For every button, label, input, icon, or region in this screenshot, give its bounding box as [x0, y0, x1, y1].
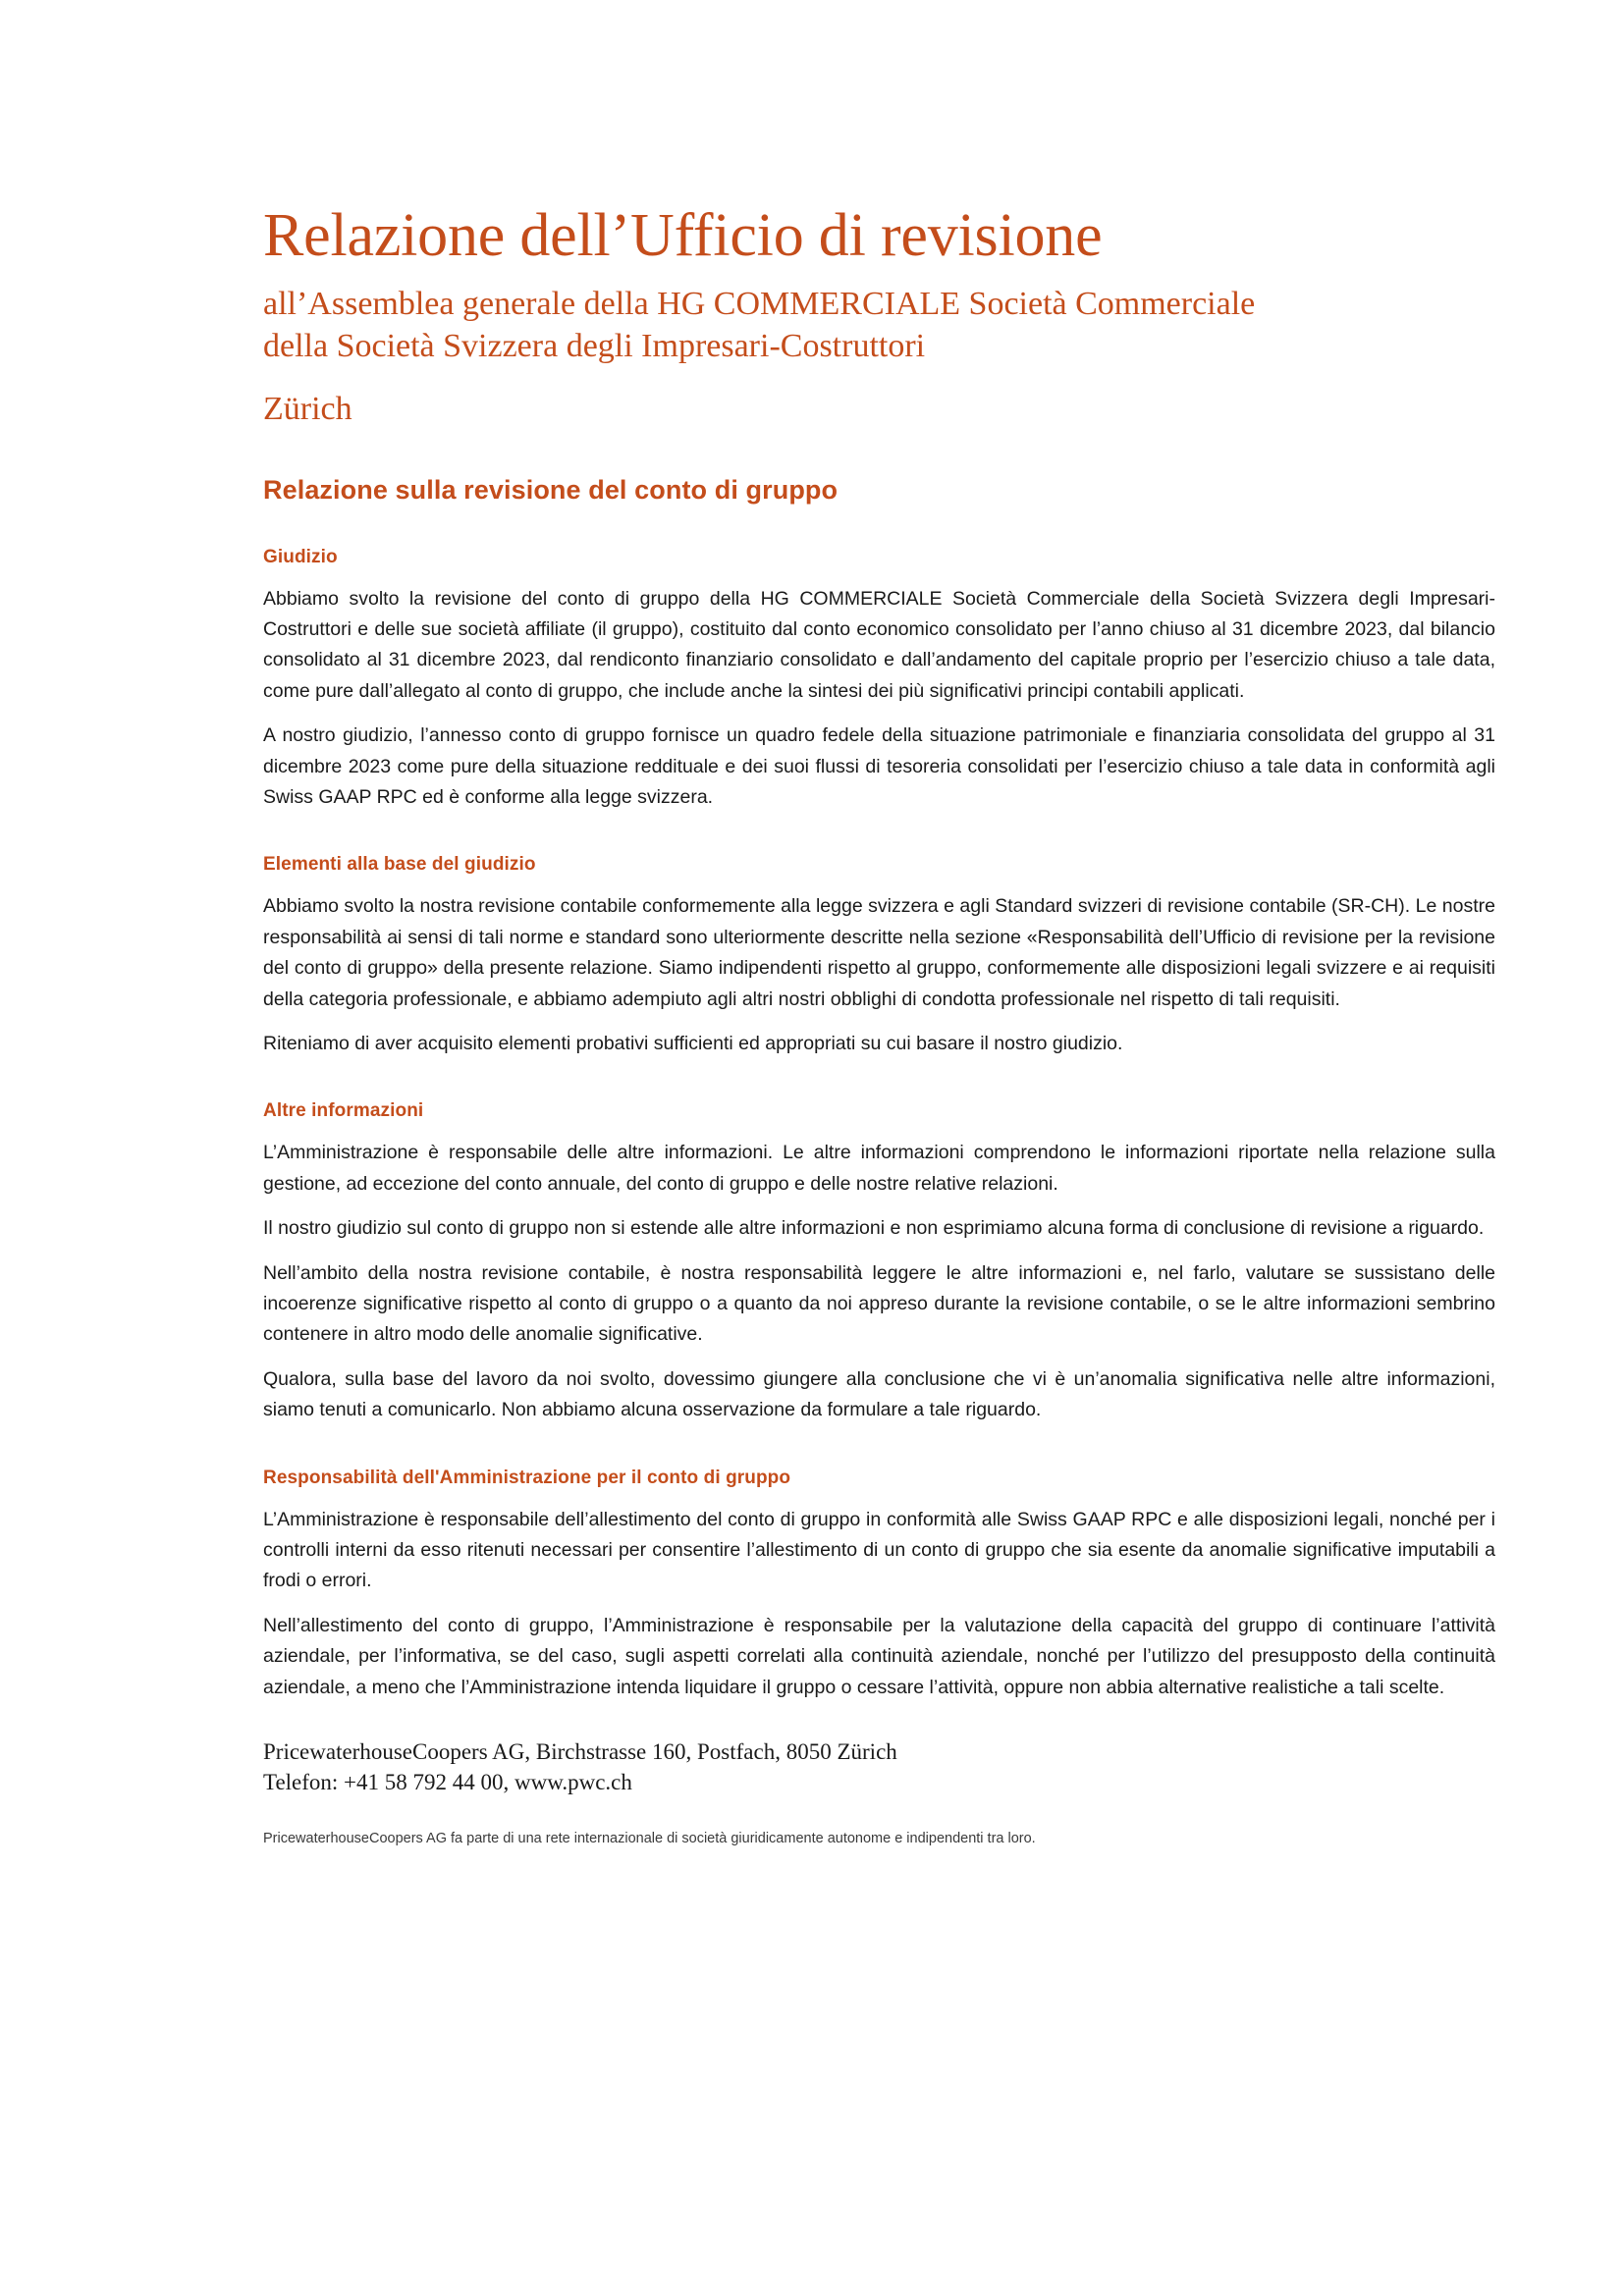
- document-city: Zürich: [263, 390, 352, 427]
- report-heading: Relazione sulla revisione del conto di gruppo: [263, 474, 839, 505]
- paragraph: Nell’allestimento del conto di gruppo, l’Amministrazione è responsabile per la valutazione della capacità del gruppo di continuare l’attività aziendale, per l’informativa, se del caso, sugli aspetti correlati alla continuità aziendale, nonché per l’utilizzo del presupposto della continuità aziendale, a meno che l’Amministrazione intenda liquidare il gruppo o cessare l’attività, oppure non abbia alternative realistiche a tali scelte.: [263, 1614, 1495, 1698]
- paragraph: A nostro giudizio, l’annesso conto di gruppo fornisce un quadro fedele della situazione patrimoniale e finanziaria consolidata del gruppo al 31 dicembre 2023 come pure della situazione reddituale e dei suoi flussi di tesoreria consolidati per l’esercizio chiuso a tale data in conformità agli Swiss GAAP RPC ed è conforme alla legge svizzera.: [263, 724, 1495, 808]
- section-heading-giudizio: Giudizio: [263, 546, 338, 567]
- paragraph: Qualora, sulla base del lavoro da noi svolto, dovessimo giungere alla conclusione che vi è un’anomalia significativa nelle altre informazioni, siamo tenuti a comunicarlo. Non abbiamo alcuna osservazione da formulare a tale riguardo.: [263, 1367, 1495, 1421]
- footer-address: [263, 1703, 1495, 1797]
- document-subtitle-line-1: all’Assemblea generale della HG COMMERCIALE Società Commerciale: [263, 285, 1256, 322]
- footer-network-note: PricewaterhouseCoopers AG fa parte di una rete internazionale di società giuridicamente autonome e indipendenti tra loro.: [263, 1831, 1036, 1847]
- document-subtitle-line-2: della Società Svizzera degli Impresari-Costruttori: [263, 328, 926, 365]
- paragraph: Nell’ambito della nostra revisione contabile, è nostra responsabilità leggere le altre informazioni e, nel farlo, valutare se sussistano delle incoerenze significative rispetto al conto di gruppo o a quanto da noi appreso durante la revisione contabile, o se le altre informazioni sembrino contenere in altro modo delle anomalie significative.: [263, 1261, 1495, 1346]
- footer-address-line-1: PricewaterhouseCoopers AG, Birchstrasse 160, Postfach, 8050 Zürich: [263, 1739, 897, 1765]
- paragraph: L’Amministrazione è responsabile dell’allestimento del conto di gruppo in conformità alle Swiss GAAP RPC e alle disposizioni legali, nonché per i controlli interni da esso ritenuti necessari per consentire l’allestimento di un conto di gruppo che sia esente da anomalie significative imputabili a frodi o errori.: [263, 1508, 1495, 1592]
- paragraph: L’Amministrazione è responsabile delle altre informazioni. Le altre informazioni comprendono le informazioni riportate nella relazione sulla gestione, ad eccezione del conto annuale, del conto di gruppo e delle nostre relative relazioni.: [263, 1142, 1495, 1195]
- section-heading-altre-informazioni: Altre informazioni: [263, 1100, 424, 1122]
- document-subtitle: [263, 269, 1495, 368]
- paragraph: Abbiamo svolto la revisione del conto di gruppo della HG COMMERCIALE Società Commerciale della Società Svizzera degli Impresari-Costruttori e delle sue società affiliate (il gruppo), costituito dal conto economico consolidato per l’anno chiuso al 31 dicembre 2023, dal bilancio consolidato al 31 dicembre 2023, dal rendiconto finanziario consolidato e dall’andamento del capitale proprio per l’esercizio chiuso a tale data, come pure dall’allegato al conto di gruppo, che include anche la sintesi dei più significativi principi contabili applicati.: [263, 587, 1495, 702]
- page-content: [263, 0, 1495, 1848]
- page-title: Relazione dell’Ufficio di revisione: [263, 202, 1103, 269]
- paragraph: Riteniamo di aver acquisito elementi probativi sufficienti ed appropriati su cui basare il nostro giudizio.: [263, 1033, 1123, 1055]
- footer-address-line-2: Telefon: +41 58 792 44 00, www.pwc.ch: [263, 1770, 632, 1795]
- section-heading-elementi-alla-base-del-giudizio: Elementi alla base del giudizio: [263, 854, 536, 876]
- section-heading-responsabilita-amministrazione: Responsabilità dell'Amministrazione per il conto di gruppo: [263, 1467, 791, 1488]
- paragraph: Abbiamo svolto la nostra revisione contabile conformemente alla legge svizzera e agli Standard svizzeri di revisione contabile (SR-CH). Le nostre responsabilità ai sensi di tali norme e standard sono ulteriormente descritte nella sezione «Responsabilità dell’Ufficio di revisione per la revisione del conto di gruppo» della presente relazione. Siamo indipendenti rispetto al gruppo, conformemente alle disposizioni legali svizzere e ai requisiti della categoria professionale, e abbiamo adempiuto agli altri nostri obblighi di condotta professionale nel rispetto di tali requisiti.: [263, 895, 1495, 1010]
- paragraph: Il nostro giudizio sul conto di gruppo non si estende alle altre informazioni e non esprimiamo alcuna forma di conclusione di revisione a riguardo.: [263, 1217, 1485, 1240]
